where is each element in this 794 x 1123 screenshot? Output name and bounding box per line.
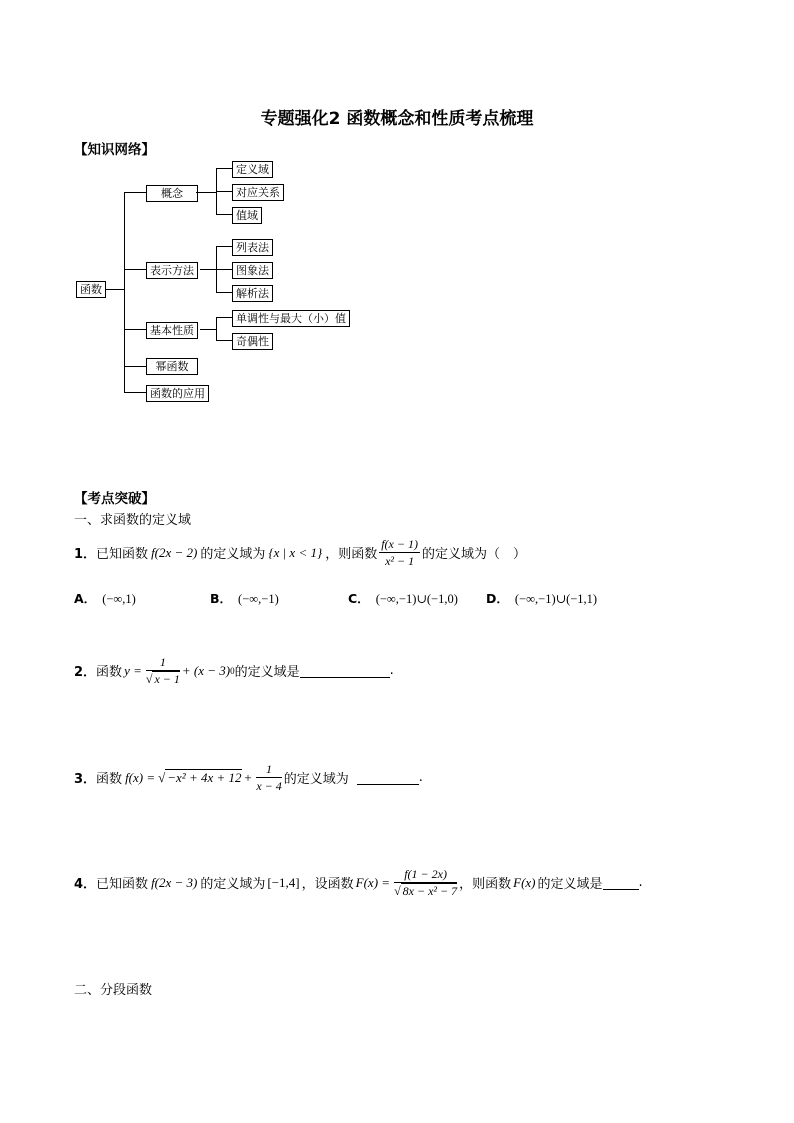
text: . bbox=[389, 663, 394, 678]
question-2 bbox=[74, 654, 394, 687]
math-expr: + (x − 3) bbox=[181, 662, 231, 678]
fraction bbox=[394, 866, 457, 899]
radicand: x − 1 bbox=[154, 672, 180, 686]
option-expr: (−∞,−1)∪(−1,0) bbox=[375, 592, 458, 606]
text: 的定义域是 bbox=[537, 877, 603, 892]
mindmap-leaf: 值域 bbox=[232, 207, 262, 224]
connector bbox=[200, 269, 216, 270]
text: 的定义域为 bbox=[200, 877, 266, 892]
option-expr: (−∞,−1) bbox=[238, 592, 279, 606]
sqrt-expr: √ −x² + 4x + 12 bbox=[158, 769, 242, 785]
denominator: x² − 1 bbox=[385, 554, 415, 568]
mindmap-leaf: 定义域 bbox=[232, 161, 273, 178]
connector bbox=[124, 269, 146, 270]
text: 的定义域为 bbox=[283, 772, 349, 787]
math-expr: f(2x − 2) bbox=[151, 544, 198, 560]
connector bbox=[216, 246, 232, 247]
answer-blank[interactable] bbox=[603, 875, 639, 890]
mindmap-node-power: 幂函数 bbox=[146, 358, 198, 375]
question-number: 3． bbox=[74, 772, 97, 787]
question-number: 1． bbox=[74, 547, 97, 562]
denominator: √ 8x − x² − 7 bbox=[394, 884, 458, 898]
mindmap-leaf: 奇偶性 bbox=[232, 333, 273, 350]
connector bbox=[216, 340, 232, 341]
question-1 bbox=[74, 536, 526, 569]
math-expr: F(x) = bbox=[355, 874, 391, 890]
math-expr: f(2x − 3) bbox=[151, 874, 198, 890]
connector bbox=[216, 214, 232, 215]
math-expr: f(x) = bbox=[125, 769, 156, 785]
text: 函数 bbox=[96, 665, 123, 680]
option-c[interactable] bbox=[348, 589, 458, 607]
connector bbox=[124, 329, 146, 330]
question-number: 2． bbox=[74, 665, 97, 680]
numerator: 1 bbox=[256, 761, 281, 778]
connector bbox=[124, 392, 146, 393]
mindmap-node-representation: 表示方法 bbox=[146, 262, 198, 279]
text: 的定义域为 bbox=[200, 547, 266, 562]
text: 已知函数 bbox=[96, 547, 149, 562]
connector bbox=[124, 192, 125, 392]
option-expr: (−∞,−1)∪(−1,1) bbox=[514, 592, 598, 606]
mindmap-leaf: 图象法 bbox=[232, 262, 273, 279]
option-letter: C． bbox=[348, 591, 370, 606]
option-letter: D． bbox=[486, 591, 509, 606]
answer-blank[interactable] bbox=[357, 770, 419, 785]
mindmap-leaf: 对应关系 bbox=[232, 184, 284, 201]
breakthrough-header: 【考点突破】 bbox=[74, 491, 155, 507]
option-d[interactable] bbox=[486, 589, 597, 607]
question-3 bbox=[74, 761, 423, 794]
option-letter: B． bbox=[210, 591, 233, 606]
question-number: 4． bbox=[74, 877, 97, 892]
connector bbox=[106, 289, 124, 290]
fraction bbox=[379, 536, 420, 569]
knowledge-network-header: 【知识网络】 bbox=[74, 142, 155, 158]
part2-heading: 二、分段函数 bbox=[74, 983, 153, 998]
mindmap-node-properties: 基本性质 bbox=[146, 322, 198, 339]
mindmap-node-application: 函数的应用 bbox=[146, 385, 209, 402]
fraction bbox=[146, 654, 180, 687]
numerator: f(1 − 2x) bbox=[394, 866, 457, 883]
connector bbox=[200, 329, 216, 330]
page-title: 专题强化2 函数概念和性质考点梳理 bbox=[260, 109, 534, 129]
fraction bbox=[256, 761, 281, 794]
text: 函数 bbox=[96, 772, 123, 787]
mindmap-node-concept: 概念 bbox=[146, 185, 198, 202]
exponent: 0 bbox=[230, 665, 235, 676]
mindmap-root: 函数 bbox=[76, 281, 106, 298]
math-expr: + bbox=[243, 769, 253, 785]
mindmap-leaf: 单调性与最大（小）值 bbox=[232, 310, 350, 327]
part1-heading: 一、求函数的定义域 bbox=[74, 513, 192, 528]
text: . bbox=[418, 770, 423, 785]
connector bbox=[216, 292, 232, 293]
numerator: 1 bbox=[146, 654, 180, 671]
denominator: x − 4 bbox=[256, 779, 282, 793]
radicand: −x² + 4x + 12 bbox=[167, 769, 242, 785]
connector bbox=[216, 269, 232, 270]
math-expr: [−1,4] bbox=[267, 874, 300, 890]
math-expr: {x | x < 1} bbox=[268, 544, 323, 560]
math-expr: F(x) bbox=[513, 874, 536, 890]
mindmap-leaf: 解析法 bbox=[232, 285, 273, 302]
text: 的定义域是 bbox=[234, 665, 300, 680]
answer-blank[interactable] bbox=[300, 663, 390, 678]
text: . bbox=[638, 875, 643, 890]
connector bbox=[216, 168, 232, 169]
mindmap-leaf: 列表法 bbox=[232, 239, 273, 256]
text: ，则函数 bbox=[459, 877, 512, 892]
numerator: f(x − 1) bbox=[381, 537, 418, 551]
radicand: 8x − x² − 7 bbox=[402, 884, 458, 898]
question-4 bbox=[74, 866, 643, 899]
option-b[interactable] bbox=[210, 589, 279, 607]
option-a[interactable] bbox=[74, 589, 136, 607]
connector bbox=[216, 317, 217, 340]
connector bbox=[124, 192, 146, 193]
connector bbox=[196, 192, 216, 193]
text: ，设函数 bbox=[301, 877, 354, 892]
text: 的定义域为（ ） bbox=[421, 547, 526, 562]
option-letter: A． bbox=[74, 591, 97, 606]
math-expr: y = bbox=[124, 662, 142, 678]
text: 已知函数 bbox=[96, 877, 149, 892]
connector bbox=[216, 317, 232, 318]
connector bbox=[216, 191, 232, 192]
denominator: √ x − 1 bbox=[145, 672, 180, 686]
text: ，则函数 bbox=[325, 547, 378, 562]
connector bbox=[124, 366, 146, 367]
option-expr: (−∞,1) bbox=[102, 592, 136, 606]
